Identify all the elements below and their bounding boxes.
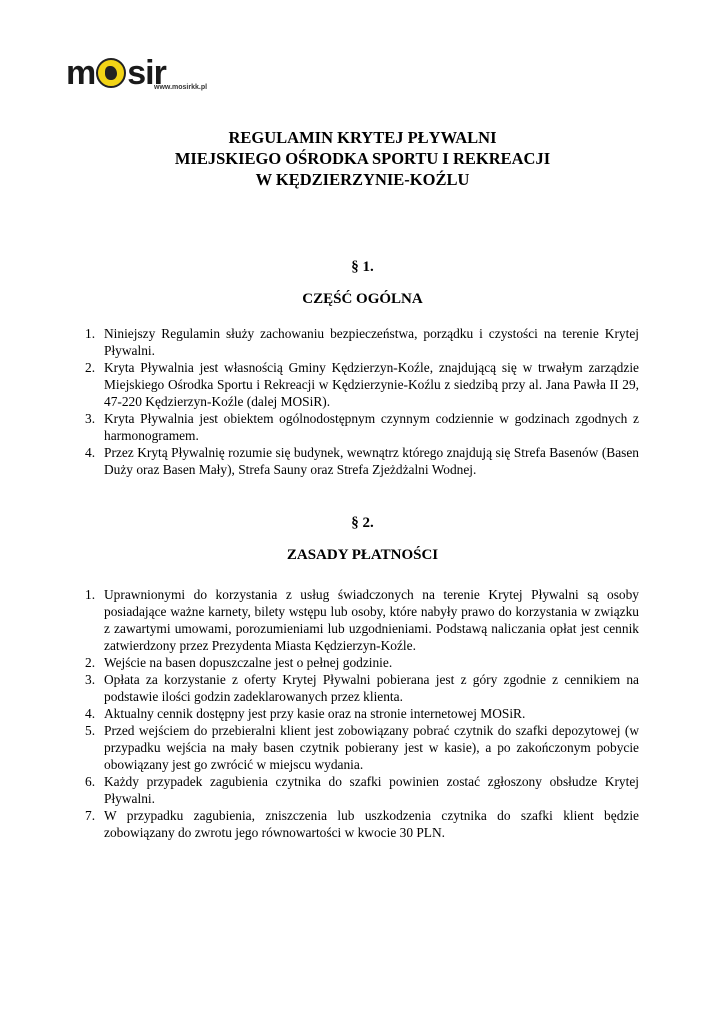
list-item-text: Niniejszy Regulamin służy zachowaniu bezpieczeństwa, porządku i czystości na terenie Krytej Pływalni. [104,326,639,358]
document-title-line-3: W KĘDZIERZYNIE-KOŹLU [255,170,470,189]
document-title-line-2: MIEJSKIEGO OŚRODKA SPORTU I REKREACJI [174,149,551,168]
list-item-number: 1. [85,587,96,602]
section-1-list [85,325,639,478]
list-item [85,654,639,671]
list-item-number: 3. [85,411,96,426]
list-item-text: Opłata za korzystanie z oferty Krytej Pływalni pobierana jest z góry zgodnie z cennikiem na podstawie ilości godzin zadeklarowanych przez klienta. [104,672,639,704]
mosir-logo [66,56,216,100]
list-item-text: Aktualny cennik dostępny jest przy kasie oraz na stronie internetowej MOSiR. [104,706,526,721]
list-item-number: 3. [85,672,96,687]
list-item-text: Każdy przypadek zagubienia czytnika do szafki powinien zostać zgłoszony obsłudze Krytej Pływalni. [104,774,639,806]
list-item [85,325,639,359]
list-item-text: Kryta Pływalnia jest własnością Gminy Kędzierzyn-Koźle, znajdującą się w trwałym zarządzie Miejskiego Ośrodka Sportu i Rekreacji w Kędzierzynie-Koźlu z siedzibą przy al. Jana Pawła II 29, 47-220 Kędzierzyn-Koźle (dalej MOSiR). [104,360,639,409]
list-item [85,705,639,722]
list-item-number: 6. [85,774,96,789]
list-item [85,722,639,773]
list-item [85,444,639,478]
list-item-number: 1. [85,326,96,341]
list-item-text: Przed wejściem do przebieralni klient jest zobowiązany pobrać czytnik do szafki depozytowej (w przypadku wejścia na mały basen czytnik pobierany jest w kasie), a po zakończonym pobycie obowiązany jest go zwrócić w miejscu wydania. [104,723,639,772]
document-title-line-1: REGULAMIN KRYTEJ PŁYWALNI [228,128,497,147]
section-1-number: § 1. [351,259,374,275]
section-2-number: § 2. [351,515,374,531]
logo-text-left: m [66,54,96,92]
list-item [85,359,639,410]
list-item-text: Wejście na basen dopuszczalne jest o pełnej godzinie. [104,655,393,670]
logo-wordmark [66,56,166,90]
list-item-text: Przez Krytą Pływalnię rozumie się budynek, wewnątrz którego znajdują się Strefa Basenów (Basen Duży oraz Basen Mały), Strefa Sauny oraz Strefa Zjeżdżalni Wodnej. [104,445,639,477]
section-2-heading: ZASADY PŁATNOŚCI [286,547,439,563]
list-item-text: Kryta Pływalnia jest obiektem ogólnodostępnym czynnym codziennie w godzinach zgodnych z harmonogramem. [104,411,639,443]
list-item-number: 4. [85,706,96,721]
list-item [85,773,639,807]
list-item [85,671,639,705]
logo-face-icon [96,58,126,88]
list-item [85,410,639,444]
logo-text-right: sir [127,54,166,92]
list-item-number: 4. [85,445,96,460]
list-item-text: Uprawnionymi do korzystania z usług świadczonych na terenie Krytej Pływalni są osoby posiadające ważne karnety, bilety wstępu lub osoby, które nabyły prawo do korzystania w związku z zawartymi umowami, porozumieniami lub uzgodnieniami. Podstawą naliczania opłat jest cennik zatwierdzony przez Prezydenta Miasta Kędzierzyn-Koźle. [104,587,639,653]
list-item-text: W przypadku zagubienia, zniszczenia lub uszkodzenia czytnika do szafki klient będzie zobowiązany do zwrotu jego równowartości w kwocie 30 PLN. [104,808,639,840]
list-item-number: 7. [85,808,96,823]
list-item [85,807,639,841]
list-item-number: 2. [85,655,96,670]
logo-url: www.mosirkk.pl [154,84,208,91]
section-1-heading: CZĘŚĆ OGÓLNA [302,291,423,307]
section-2-list [85,586,639,841]
list-item-number: 2. [85,360,96,375]
list-item [85,586,639,654]
list-item-number: 5. [85,723,96,738]
